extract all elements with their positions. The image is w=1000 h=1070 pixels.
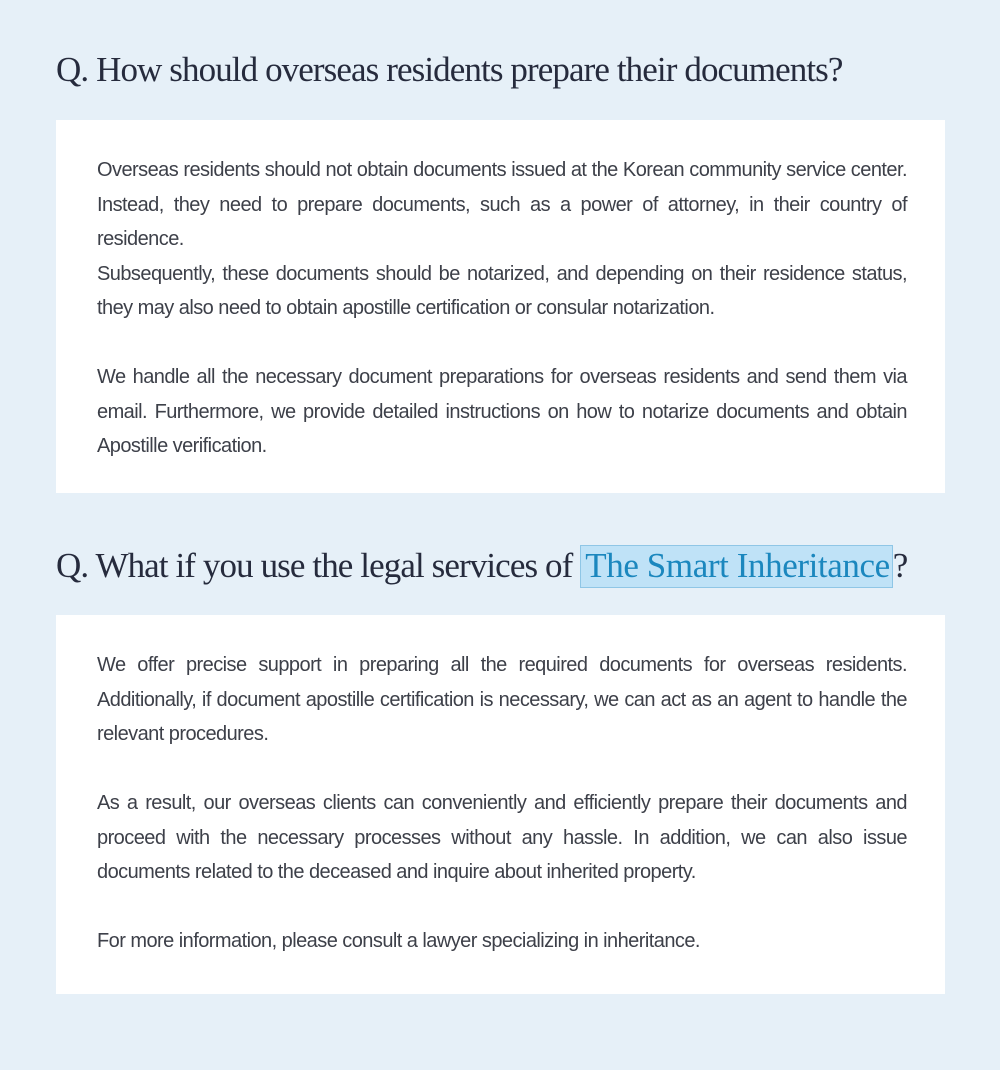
answer-paragraph: We handle all the necessary document preparations for overseas residents and send them via email. Furthermore, we provide detailed instructions on how to notarize documents and obtain Apostille verification. xyxy=(97,366,907,457)
answer-paragraph: As a result, our overseas clients can conveniently and efficiently prepare their documents and proceed with the necessary processes without any hassle. In addition, we can also issue documents related to the deceased and inquire about inherited property. xyxy=(97,792,907,883)
question-heading-overseas-documents: Q. How should overseas residents prepare their documents? xyxy=(56,50,843,89)
answer-paragraph: We offer precise support in preparing all the required documents for overseas residents. Additionally, if document apostille certification is necessary, we can act as an agent to handle the relevant procedures. xyxy=(97,654,907,745)
question-prefix: Q. What if you use the legal services of xyxy=(56,546,581,585)
answer-paragraph: For more information, please consult a lawyer specializing in inheritance. xyxy=(97,930,700,952)
answer-paragraph: Overseas residents should not obtain documents issued at the Korean community service center. Instead, they need to prepare documents, such as a power of attorney, in their country of residence. xyxy=(97,159,907,250)
answer-panel-overseas-documents xyxy=(56,120,945,493)
question-heading-legal-services xyxy=(56,545,907,588)
brand-highlight-smart-inheritance: The Smart Inheritance xyxy=(580,545,893,588)
answer-paragraph: Subsequently, these documents should be notarized, and depending on their residence status, they may also need to obtain apostille certification or consular notarization. xyxy=(97,262,907,319)
question-suffix: ? xyxy=(892,546,908,585)
answer-panel-legal-services xyxy=(56,615,945,994)
